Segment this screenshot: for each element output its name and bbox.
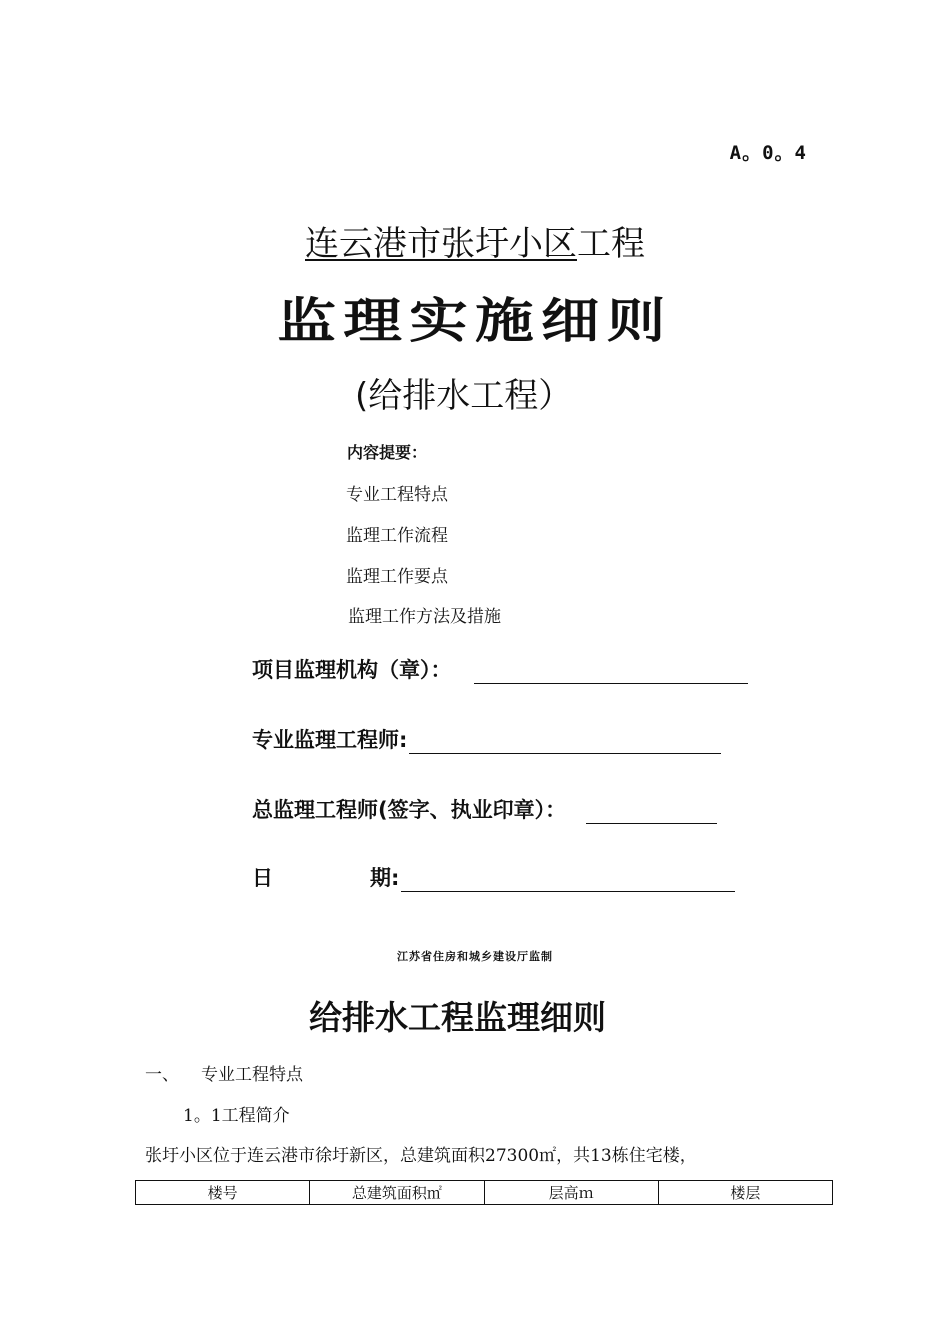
table-header-row (136, 1181, 833, 1205)
building-table (135, 1180, 833, 1205)
section-heading-text: 专业工程特点 (201, 1065, 303, 1085)
document-code: A。0。4 (729, 142, 807, 164)
signature-chief-label: 总监理工程师(签字、执业印章）： (252, 798, 567, 822)
summary-item: 监理工作流程 (346, 526, 448, 546)
summary-title: 内容提要： (347, 443, 428, 462)
summary-item: 监理工作方法及措施 (348, 607, 501, 627)
table-header-cell: 楼号 (136, 1181, 310, 1205)
section-heading (145, 1060, 303, 1085)
subsection-heading: 1。1工程简介 (183, 1106, 290, 1126)
section-number: 一、 (145, 1065, 179, 1085)
project-name-suffix: 工程 (577, 224, 645, 264)
signature-org-label: 项目监理机构（章）： (252, 658, 452, 682)
section-title: 给排水工程监理细则 (309, 998, 606, 1037)
project-name-underlined: 连云港市张圩小区 (305, 224, 577, 264)
signature-org-row (252, 654, 748, 684)
signature-chief-line[interactable] (586, 799, 717, 824)
table-header-cell: 层高ｍ (484, 1181, 658, 1205)
summary-item: 专业工程特点 (346, 485, 448, 505)
signature-engineer-line[interactable] (409, 729, 721, 754)
issuer-note: 江苏省住房和城乡建设厅监制 (397, 950, 553, 963)
date-label-b: 期: (370, 866, 400, 890)
signature-engineer-label: 专业监理工程师: (252, 728, 408, 752)
date-label-a: 日 (252, 866, 273, 890)
date-line[interactable] (401, 867, 735, 892)
summary-item: 监理工作要点 (346, 567, 448, 587)
signature-engineer-row (252, 724, 721, 754)
signature-org-line[interactable] (474, 659, 748, 684)
main-title: 监理实施细则 (277, 293, 673, 349)
subtitle: (给排水工程） (355, 376, 573, 416)
table-header-cell: 总建筑面积㎡ (310, 1181, 484, 1205)
date-row (252, 862, 735, 892)
signature-chief-row (252, 794, 717, 824)
project-name (0, 216, 950, 265)
table-header-cell: 楼层 (658, 1181, 832, 1205)
intro-paragraph: 张圩小区位于连云港市徐圩新区，总建筑面积27300㎡，共13栋住宅楼， (145, 1146, 697, 1166)
